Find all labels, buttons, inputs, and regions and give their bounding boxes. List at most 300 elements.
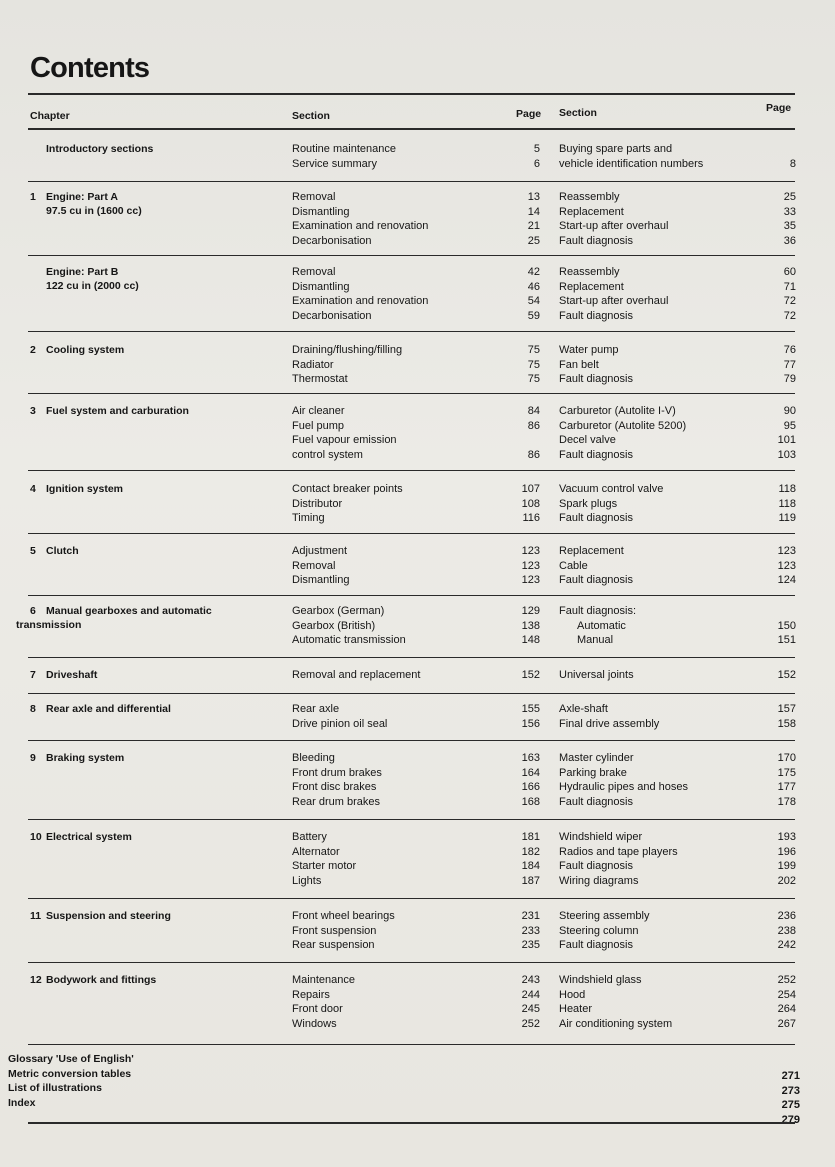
section-item: Examination and renovation (292, 220, 429, 233)
page-number (750, 142, 796, 157)
chapter-heading (30, 404, 270, 418)
back-matter-item: List of illustrations (8, 1082, 102, 1095)
chapter-heading (30, 909, 270, 923)
page-number: 123 (777, 559, 796, 572)
section-item: Rear suspension (292, 939, 375, 952)
section-item: Steering column (559, 924, 639, 937)
page-number: 75 (527, 358, 540, 371)
page-number: 202 (777, 874, 796, 887)
chapter-number: 3 (30, 405, 36, 417)
section-item: Gearbox (German) (292, 605, 385, 617)
chapter-heading (30, 702, 270, 716)
section-item: Fault diagnosis (559, 448, 633, 461)
page-number: 152 (521, 669, 540, 681)
page-number: 157 (777, 703, 796, 715)
chapter-title: Ignition system (46, 483, 124, 495)
page-number: 264 (777, 1003, 796, 1016)
section-item: Fault diagnosis (559, 795, 633, 808)
section-item: Air conditioning system (559, 1017, 673, 1030)
page-number: 236 (777, 910, 796, 922)
section-item: Dismantling (292, 280, 350, 293)
chapter-subtitle: transmission (16, 619, 82, 631)
chapter-number: 1 (30, 191, 36, 203)
section-list-1 (292, 544, 512, 588)
page-list-2 (750, 142, 796, 171)
chapter-number: 12 (30, 974, 42, 986)
section-item: Fault diagnosis (559, 860, 633, 873)
chapter-number: 8 (30, 703, 36, 715)
chapter-number: 6 (30, 605, 36, 617)
page-number: 187 (521, 874, 540, 887)
back-matter-item: Index (8, 1096, 36, 1109)
page-number: 158 (777, 717, 796, 730)
page-number: 178 (777, 795, 796, 808)
section-item: Reassembly (559, 266, 620, 278)
chapter-number: 10 (30, 831, 42, 843)
section-item: Fault diagnosis (559, 373, 633, 386)
page-list-1 (500, 544, 540, 588)
back-matter-item: Metric conversion tables (8, 1067, 132, 1080)
section-item: Automatic transmission (292, 634, 406, 647)
section-item: Repairs (292, 988, 330, 1001)
section-item: Front drum brakes (292, 766, 382, 779)
section-list-2 (559, 830, 764, 888)
section-item: Gearbox (British) (292, 619, 376, 632)
page-list-1 (500, 343, 540, 387)
section-item: Removal (292, 559, 336, 572)
page-number: 233 (521, 924, 540, 937)
section-list-1 (292, 751, 512, 809)
header-section-1: Section (292, 110, 330, 122)
divider (28, 1044, 795, 1045)
chapter-title: Engine: Part A (46, 191, 118, 203)
chapter-heading (30, 751, 270, 765)
page-list-1 (500, 142, 540, 171)
section-list-2 (559, 909, 764, 953)
section-list-2 (559, 544, 764, 588)
page-list-1 (500, 482, 540, 526)
page-number: 123 (521, 559, 540, 572)
section-item: Heater (559, 1003, 593, 1016)
back-matter-pages (750, 1069, 800, 1127)
page-number: 116 (522, 512, 540, 525)
page-number: 123 (521, 574, 540, 587)
page-number: 238 (777, 924, 796, 937)
section-item: Routine maintenance (292, 143, 396, 155)
page-number: 54 (527, 295, 540, 308)
page-list-1 (500, 604, 540, 648)
page-number (500, 433, 540, 448)
divider (28, 393, 795, 394)
page-number: 182 (521, 845, 540, 858)
section-item: Fault diagnosis: (559, 605, 637, 617)
divider (28, 819, 795, 820)
chapter-heading (30, 668, 270, 682)
page-number: 60 (783, 266, 796, 278)
page-list-1 (500, 973, 540, 1031)
section-item: Draining/flushing/filling (292, 344, 403, 356)
page-number: 90 (783, 405, 796, 417)
chapter-number: 5 (30, 545, 36, 557)
page-list-2 (750, 604, 796, 648)
page-list-1 (500, 404, 540, 462)
page-number: 75 (527, 373, 540, 386)
header-chapter: Chapter (30, 110, 70, 122)
page-list-1 (500, 702, 540, 731)
chapter-number: 4 (30, 483, 36, 495)
section-item: Drive pinion oil seal (292, 717, 388, 730)
page-number: 156 (521, 717, 540, 730)
page-list-1 (500, 668, 540, 683)
page-number: 36 (783, 234, 796, 247)
section-list-1 (292, 142, 512, 171)
section-item: Windows (292, 1017, 337, 1030)
page-number: 14 (527, 205, 540, 218)
page-number: 42 (527, 266, 540, 278)
section-item: Removal (292, 266, 336, 278)
section-item: Fault diagnosis (559, 574, 633, 587)
section-item: Lights (292, 874, 322, 887)
page-list-2 (750, 668, 796, 683)
back-matter-page: 273 (781, 1084, 800, 1097)
page-number: 77 (783, 358, 796, 371)
page-list-2 (750, 482, 796, 526)
page-number: 86 (527, 448, 540, 461)
back-matter-item: Glossary 'Use of English' (8, 1053, 134, 1065)
page-number: 6 (533, 157, 540, 170)
page-list-1 (500, 265, 540, 323)
section-item: Hydraulic pipes and hoses (559, 781, 689, 794)
section-item: Fuel pump (292, 419, 344, 432)
divider (28, 898, 795, 899)
divider (28, 740, 795, 741)
page-number: 86 (527, 419, 540, 432)
section-item: Examination and renovation (292, 295, 429, 308)
section-item: Automatic (577, 619, 626, 632)
section-item: Parking brake (559, 766, 627, 779)
back-matter-page: 275 (781, 1099, 800, 1112)
section-item: Removal and replacement (292, 669, 421, 681)
section-item: Water pump (559, 344, 619, 356)
page-list-1 (500, 190, 540, 248)
section-item: Decel valve (559, 434, 616, 447)
divider (28, 595, 795, 596)
page-number: 199 (777, 860, 796, 873)
page-number: 25 (527, 234, 540, 247)
divider (28, 181, 795, 182)
divider (28, 693, 795, 694)
divider (28, 657, 795, 658)
divider (28, 128, 795, 130)
section-item: Rear axle (292, 703, 340, 715)
section-item: Buying spare parts and (559, 143, 673, 155)
page-number: 33 (783, 205, 796, 218)
section-list-1 (292, 404, 512, 462)
section-item: Final drive assembly (559, 717, 660, 730)
section-list-2 (559, 482, 764, 526)
chapter-number: 11 (30, 910, 42, 922)
section-item: Replacement (559, 545, 624, 557)
divider (28, 470, 795, 471)
page-number: 254 (777, 988, 796, 1001)
page-list-1 (500, 830, 540, 888)
divider (28, 962, 795, 963)
section-list-1 (292, 482, 512, 526)
section-list-2 (559, 702, 764, 731)
chapter-number: 9 (30, 752, 36, 764)
section-list-2 (559, 973, 764, 1031)
divider (28, 331, 795, 332)
section-item: Air cleaner (292, 405, 345, 417)
page-number: 71 (783, 280, 796, 293)
header-page-1: Page (516, 108, 542, 120)
section-item: Timing (292, 512, 325, 525)
page-number: 103 (777, 448, 796, 461)
divider (28, 255, 795, 256)
chapter-heading (30, 830, 270, 844)
page-number: 76 (783, 344, 796, 356)
page-number: 107 (521, 483, 540, 495)
page-number: 35 (783, 220, 796, 233)
section-item: Adjustment (292, 545, 348, 557)
page-number: 118 (778, 483, 796, 495)
page-number: 123 (521, 545, 540, 557)
chapter-title: Suspension and steering (46, 910, 171, 922)
page-number: 79 (783, 373, 796, 386)
chapter-title: Braking system (46, 752, 125, 764)
section-item: Alternator (292, 845, 340, 858)
section-list-1 (292, 343, 512, 387)
section-list-2 (559, 190, 764, 248)
section-item: Front suspension (292, 924, 377, 937)
section-item: Hood (559, 988, 586, 1001)
page-number: 72 (783, 295, 796, 308)
section-item: Wiring diagrams (559, 874, 639, 887)
page-number: 129 (521, 605, 540, 617)
section-item: Steering assembly (559, 910, 650, 922)
page-number: 181 (521, 831, 540, 843)
chapter-subtitle: 97.5 cu in (1600 cc) (46, 205, 142, 217)
section-list-1 (292, 604, 512, 648)
page-number: 13 (527, 191, 540, 203)
section-item: Cable (559, 559, 588, 572)
section-item: Removal (292, 191, 336, 203)
section-list-1 (292, 702, 512, 731)
page-number: 151 (777, 634, 796, 647)
section-item: Fan belt (559, 358, 599, 371)
section-item: Fuel vapour emission (292, 434, 397, 447)
page-number: 108 (521, 497, 540, 510)
section-item: Reassembly (559, 191, 620, 203)
section-item: Dismantling (292, 574, 350, 587)
section-item: Maintenance (292, 974, 355, 986)
page-number: 177 (777, 781, 796, 794)
page-number: 243 (521, 974, 540, 986)
page-number: 21 (527, 220, 540, 233)
page-list-1 (500, 751, 540, 809)
page-title: Contents (30, 52, 150, 84)
section-item: Decarbonisation (292, 234, 372, 247)
page-list-2 (750, 702, 796, 731)
page-list-2 (750, 404, 796, 462)
section-item: Bleeding (292, 752, 335, 764)
page-list-2 (750, 343, 796, 387)
page-number: 168 (521, 795, 540, 808)
page-number: 245 (521, 1003, 540, 1016)
chapter-title: Manual gearboxes and automatic (46, 605, 212, 617)
page-number: 46 (527, 280, 540, 293)
page-number: 196 (777, 845, 796, 858)
page-number: 235 (521, 939, 540, 952)
section-list-2 (559, 142, 764, 171)
section-list-1 (292, 830, 512, 888)
header-page-2: Page (766, 102, 792, 114)
section-item: Battery (292, 831, 327, 843)
page-number: 59 (527, 309, 540, 322)
section-item: Contact breaker points (292, 483, 403, 495)
page-list-2 (750, 190, 796, 248)
section-item: vehicle identification numbers (559, 157, 704, 170)
chapter-title: Rear axle and differential (46, 703, 171, 715)
section-item: Spark plugs (559, 497, 618, 510)
chapter-title: Cooling system (46, 344, 125, 356)
page-number: 25 (783, 191, 796, 203)
section-list-2 (559, 668, 764, 683)
back-matter-page: 279 (781, 1113, 800, 1126)
chapter-title: Electrical system (46, 831, 132, 843)
section-item: Replacement (559, 205, 624, 218)
section-item: Vacuum control valve (559, 483, 664, 495)
chapter-title: Bodywork and fittings (46, 974, 157, 986)
section-item: Thermostat (292, 373, 348, 386)
page-number: 184 (521, 860, 540, 873)
section-item: Start-up after overhaul (559, 295, 669, 308)
chapter-heading (30, 190, 270, 218)
chapter-title: Introductory sections (46, 143, 154, 155)
section-list-2 (559, 343, 764, 387)
section-list-2 (559, 404, 764, 462)
section-item: Radiator (292, 358, 334, 371)
page-number: 95 (783, 419, 796, 432)
page-list-2 (750, 265, 796, 323)
page-list-1 (500, 909, 540, 953)
chapter-title: Fuel system and carburation (46, 405, 189, 417)
section-item: Distributor (292, 497, 343, 510)
section-item: Dismantling (292, 205, 350, 218)
back-matter-list (8, 1052, 134, 1110)
page-number: 252 (777, 974, 796, 986)
section-item: Front disc brakes (292, 781, 377, 794)
header-section-2: Section (559, 107, 597, 119)
page-number: 242 (777, 939, 796, 952)
section-item: Front door (292, 1003, 343, 1016)
page-list-2 (750, 544, 796, 588)
page-number: 155 (521, 703, 540, 715)
chapter-number: 2 (30, 344, 36, 356)
page-number: 163 (521, 752, 540, 764)
page-number: 148 (521, 634, 540, 647)
chapter-title: Driveshaft (46, 669, 98, 681)
section-list-1 (292, 668, 512, 683)
chapter-heading (30, 482, 270, 496)
section-item: Manual (577, 634, 614, 647)
chapter-number: 7 (30, 669, 36, 681)
section-item: Decarbonisation (292, 309, 372, 322)
section-item: Universal joints (559, 669, 634, 681)
page-number: 123 (777, 545, 796, 557)
chapter-title: Engine: Part B (46, 266, 119, 278)
section-list-1 (292, 190, 512, 248)
section-item: Master cylinder (559, 752, 634, 764)
page-number: 244 (521, 988, 540, 1001)
chapter-heading (30, 265, 270, 293)
page-number: 5 (533, 143, 540, 155)
page-number: 152 (777, 669, 796, 681)
section-item: Carburetor (Autolite 5200) (559, 419, 687, 432)
page-number: 231 (521, 910, 540, 922)
page-list-2 (750, 973, 796, 1031)
page-number: 119 (778, 512, 796, 525)
chapter-title: Clutch (46, 545, 79, 557)
section-list-2 (559, 604, 764, 648)
section-item: Rear drum brakes (292, 795, 381, 808)
page-number: 101 (777, 434, 796, 447)
section-list-2 (559, 265, 764, 323)
chapter-heading (30, 544, 270, 558)
page-number: 118 (778, 497, 796, 510)
section-item: control system (292, 448, 363, 461)
section-item: Radios and tape players (559, 845, 678, 858)
chapter-heading (30, 343, 270, 357)
section-item: Fault diagnosis (559, 309, 633, 322)
page-number: 164 (521, 766, 540, 779)
section-list-1 (292, 973, 512, 1031)
section-item: Carburetor (Autolite I-V) (559, 405, 676, 417)
section-item: Fault diagnosis (559, 939, 633, 952)
section-item: Start-up after overhaul (559, 220, 669, 233)
page-list-2 (750, 909, 796, 953)
page-number: 175 (777, 766, 796, 779)
divider (28, 93, 795, 95)
section-item: Axle-shaft (559, 703, 608, 715)
section-list-1 (292, 265, 512, 323)
page-number: 84 (527, 405, 540, 417)
section-item: Windshield wiper (559, 831, 643, 843)
section-item: Fault diagnosis (559, 512, 633, 525)
divider (28, 533, 795, 534)
page-number: 170 (777, 752, 796, 764)
section-item: Service summary (292, 157, 377, 170)
back-matter-page: 271 (781, 1070, 800, 1082)
page-list-2 (750, 830, 796, 888)
chapter-heading (30, 142, 270, 156)
section-list-2 (559, 751, 764, 809)
chapter-heading (16, 604, 270, 632)
page-number: 75 (527, 344, 540, 356)
page-number: 124 (777, 574, 796, 587)
section-list-1 (292, 909, 512, 953)
page-number: 72 (783, 309, 796, 322)
page-number (750, 604, 796, 619)
chapter-heading (30, 973, 270, 987)
chapter-subtitle: 122 cu in (2000 cc) (46, 280, 139, 292)
page-number: 138 (521, 619, 540, 632)
section-item: Windshield glass (559, 974, 642, 986)
section-item: Fault diagnosis (559, 234, 633, 247)
section-item: Starter motor (292, 860, 357, 873)
divider (28, 1122, 795, 1124)
page-number: 252 (521, 1017, 540, 1030)
